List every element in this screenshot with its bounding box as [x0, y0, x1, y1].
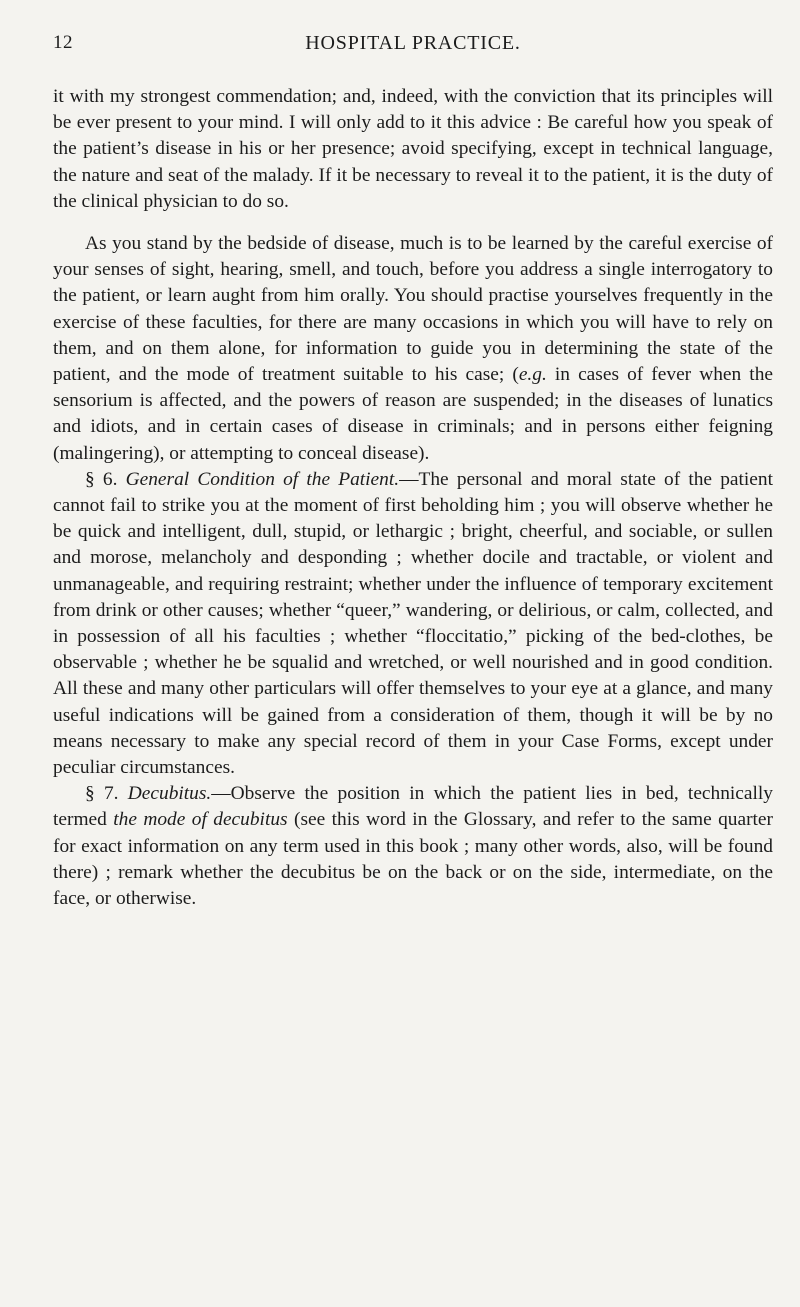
section-number: § 6.	[85, 468, 126, 490]
eg-abbreviation: e.g.	[518, 364, 547, 386]
book-page	[53, 28, 773, 912]
paragraph-bedside	[53, 231, 773, 467]
section-text: (see this word in the Glossary, and refer to the same quarter for exact information on any term used in this book ; many other words, also, will be found there) ; remark whether the decubitus be on the back or on the side, intermediate, on the face, or otherwise.	[53, 809, 773, 910]
paragraph-text: As you stand by the bedside of disease, much is to be learned by the careful exercise of your senses of sight, hearing, smell, and touch, before you address a single interrogatory to the patient, or learn aught from him orally. You should practise yourselves frequently in the exercise of these faculties, for there are many occasions in which you will have to rely on them, and on them alone, for information to guide you in determining the state of the patient, and the mode of treatment suitable to his case; (	[53, 233, 773, 386]
paragraph-text: it with my strongest commendation; and, indeed, with the conviction that its principles will be ever present to your mind. I will only add to it this advice : Be careful how you speak of the patient’s disease in his or her presence; avoid specifying, except in technical language, the nature and seat of the malady. If it be necessary to reveal it to the patient, it is the duty of the clinical physician to do so.	[53, 86, 773, 212]
section-text: —Observe the position in which the patient lies in bed, technically termed	[53, 783, 773, 831]
page-header	[53, 28, 773, 62]
page-number: 12	[53, 32, 73, 53]
section-7	[53, 781, 773, 912]
body-text	[53, 84, 773, 912]
paragraph-text: in cases of fever when the sensorium is affected, and the powers of reason are suspended; in the diseases of lunatics and idiots, and in certain cases of disease in criminals; and in persons either feigning (malingering), or attempting to conceal disease).	[53, 364, 773, 464]
paragraph-continuation	[53, 84, 773, 215]
term-decubitus: the mode of decubitus	[113, 809, 288, 831]
running-head: HOSPITAL PRACTICE.	[305, 32, 521, 54]
section-6	[53, 467, 773, 781]
section-number: § 7.	[85, 783, 128, 805]
section-title: General Condition of the Patient.	[125, 468, 400, 490]
section-title: Decubitus.	[127, 783, 212, 805]
section-text: —The personal and moral state of the patient cannot fail to strike you at the moment of first beholding him ; you will observe whether he be quick and intelligent, dull, stupid, or lethargic ; bright, cheerful, and sociable, or sullen and morose, melancholy and desponding ; whether docile and tractable, or violent and unmanageable, and requiring restraint; whether under the influence of temporary excitement from drink or other causes; whether “queer,” wandering, or delirious, or calm, collected, and in possession of all his faculties ; whether “floccitatio,” picking of the bed-clothes, be observable ; whether he be squalid and wretched, or well nourished and in good condition. All these and many other particulars will offer themselves to your eye at a glance, and many useful indications will be gained from a consideration of them, though it will be by no means necessary to make any special record of them in your Case Forms, except under peculiar circumstances.	[53, 468, 773, 779]
